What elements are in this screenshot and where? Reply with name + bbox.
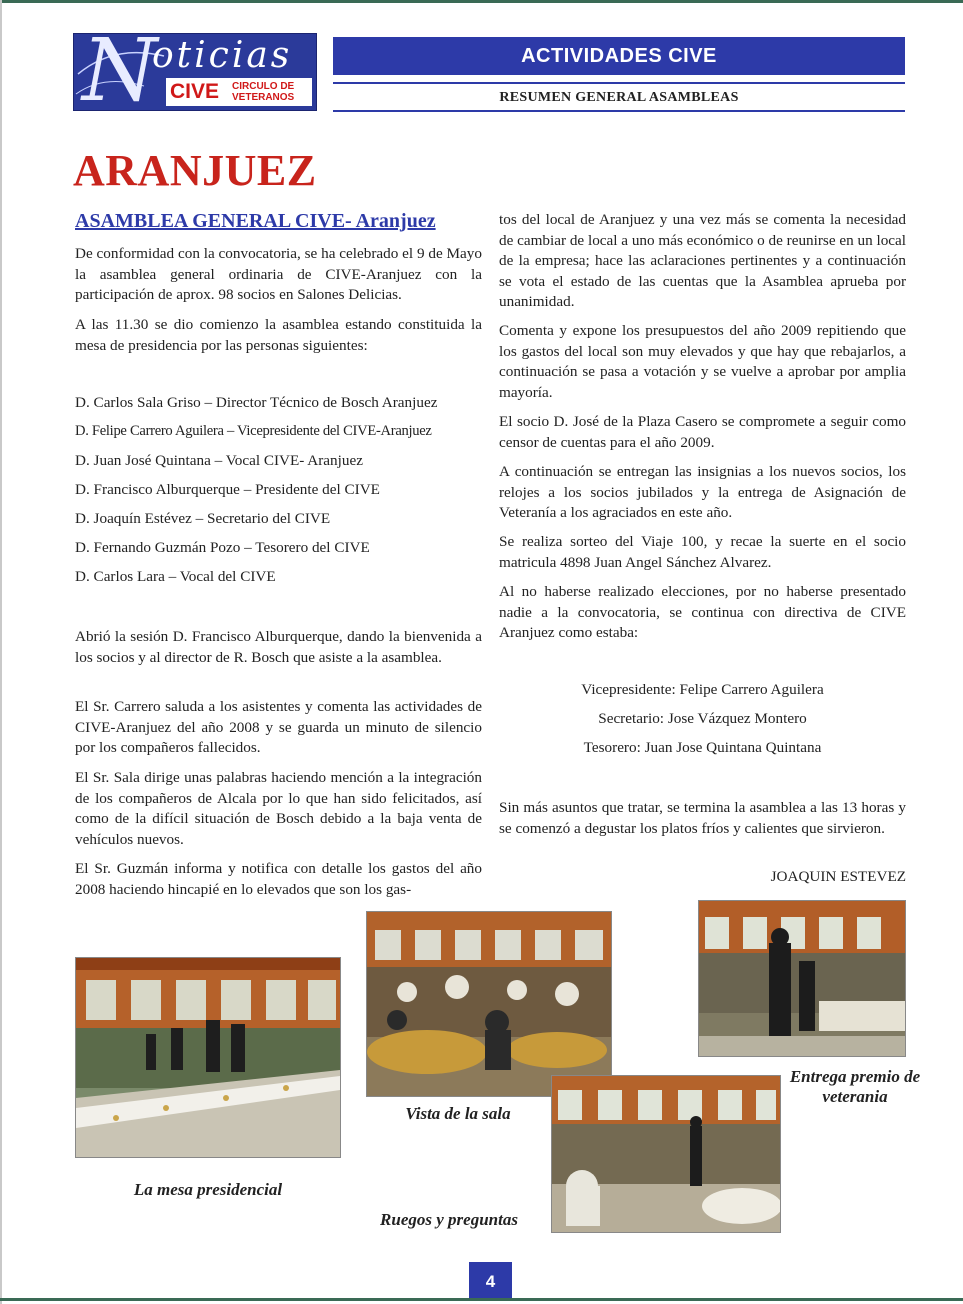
member-item: D. Joaquín Estévez – Secretario del CIVE: [75, 510, 331, 527]
logo-word: oticias: [152, 35, 293, 76]
photo-mesa-presidencial: [75, 957, 341, 1158]
caption-ruegos: Ruegos y preguntas: [380, 1210, 518, 1229]
article-subtitle: ASAMBLEA GENERAL CIVE- Aranjuez: [75, 210, 436, 232]
section-divider-top: [333, 82, 905, 84]
paragraph-local: tos del local de Aranjuez y una vez más se comenta la necesidad de cambiar de local a uno más económico o de reunirse en un local de la empresa; hace las aclaraciones pertinentes y a continuación se vota el estado de las cuentas que la Asamblea aprueba por unanimidad.: [499, 211, 906, 311]
directiva-item: Vicepresidente: Felipe Carrero Aguilera: [581, 681, 824, 698]
section-subtitle: RESUMEN GENERAL ASAMBLEAS: [499, 90, 739, 105]
caption-sala: Vista de la sala: [405, 1104, 511, 1123]
paragraph-insignias: A continuación se entregan las insignias a los nuevos socios, los relojes a los socios jubilados y la entrega de Asignación de Veteranía a los agraciados en este año.: [499, 463, 906, 522]
page-border-bottom: [0, 1298, 963, 1301]
member-item: D. Juan José Quintana – Vocal CIVE- Aranjuez: [75, 452, 363, 469]
paragraph-presupuestos: Comenta y expone los presupuestos del año 2009 repitiendo que los gastos del local son muy elevados y que hay que rebajarlos, a continuación se pasa a votación y se vuelve a aprobar por amplia mayoría.: [499, 322, 906, 401]
logo-sub2: VETERANOS: [232, 92, 295, 103]
noticias-cive-logo: [73, 21, 317, 121]
page-border-left: [0, 0, 2, 1304]
member-item: D. Carlos Lara – Vocal del CIVE: [75, 568, 276, 585]
photo-vista-sala: [366, 911, 612, 1097]
paragraph-guzman: El Sr. Guzmán informa y notifica con detalle los gastos del año 2008 haciendo hincapié en lo elevados que son los gas-: [75, 860, 482, 898]
photo-ruegos-preguntas: [551, 1075, 781, 1233]
paragraph-abrio: Abrió la sesión D. Francisco Alburquerque, dando la bienvenida a los socios y al director de R. Bosch que asiste a la asamblea.: [75, 628, 482, 666]
paragraph-sala: El Sr. Sala dirige unas palabras haciendo mención a la integración de los compañeros de Alcala por lo que han sido felicitados, así como de la difícil situación de Bosch debido a la baja venta de vehículos nuevos.: [75, 769, 482, 848]
article-signature: JOAQUIN ESTEVEZ: [770, 868, 906, 885]
article-title: ARANJUEZ: [73, 146, 317, 195]
member-item: D. Carlos Sala Griso – Director Técnico de Bosch Aranjuez: [75, 394, 438, 411]
photo-ruegos-image: [552, 1076, 780, 1232]
page-number: 4: [469, 1262, 512, 1298]
section-title: ACTIVIDADES CIVE: [521, 45, 717, 67]
caption-mesa: La mesa presidencial: [133, 1180, 283, 1199]
paragraph-cierre: Sin más asuntos que tratar, se termina la asamblea a las 13 horas y se comenzó a degustar los platos fríos y calientes que sirvieron.: [499, 799, 906, 837]
paragraph-elecciones: Al no haberse realizado elecciones, por no haberse presentado nadie a la convocatoria, se continua con directiva de CIVE Aranjuez como estaba:: [499, 583, 906, 642]
section-divider-bottom: [333, 110, 905, 112]
photo-sala-image: [367, 912, 611, 1096]
directiva-item: Secretario: Jose Vázquez Montero: [598, 710, 807, 727]
caption-premio: Entrega premio de veterania: [789, 1067, 921, 1106]
page-border-top: [0, 0, 963, 3]
logo-letter: N: [82, 21, 158, 121]
photo-mesa-image: [76, 958, 340, 1157]
member-item: D. Felipe Carrero Aguilera – Vicepresidente del CIVE-Aranjuez: [75, 423, 432, 439]
section-band: [333, 37, 905, 75]
paragraph-carrero: El Sr. Carrero saluda a los asistentes y comenta las actividades de CIVE-Aranjuez del año 2008 y se guarda un minuto de silencio por los compañeros fallecidos.: [75, 698, 482, 757]
paragraph-sorteo: Se realiza sorteo del Viaje 100, y recae la suerte en el socio matricula 4898 Juan Angel Sánchez Alvarez.: [499, 533, 906, 571]
member-item: D. Fernando Guzmán Pozo – Tesorero del CIVE: [75, 539, 370, 556]
photo-entrega-premio: [698, 900, 906, 1057]
paragraph-mesa: A las 11.30 se dio comienzo la asamblea estando constituida la mesa de presidencia por las personas siguientes:: [75, 316, 482, 354]
logo-sub1: CIRCULO DE: [232, 81, 295, 92]
member-item: D. Francisco Alburquerque – Presidente del CIVE: [75, 481, 380, 498]
paragraph-intro: De conformidad con la convocatoria, se ha celebrado el 9 de Mayo la asamblea general ordinaria de CIVE-Aranjuez con la participación de aprox. 98 socios en Salones Delicias.: [75, 245, 482, 304]
photo-premio-image: [699, 901, 905, 1056]
directiva-item: Tesorero: Juan Jose Quintana Quintana: [583, 739, 822, 756]
logo-brand-bar: [166, 78, 312, 106]
paragraph-socio: El socio D. José de la Plaza Casero se compromete a seguir como censor de cuentas para el año 2009.: [499, 413, 906, 451]
logo-brand: CIVE: [170, 80, 220, 103]
